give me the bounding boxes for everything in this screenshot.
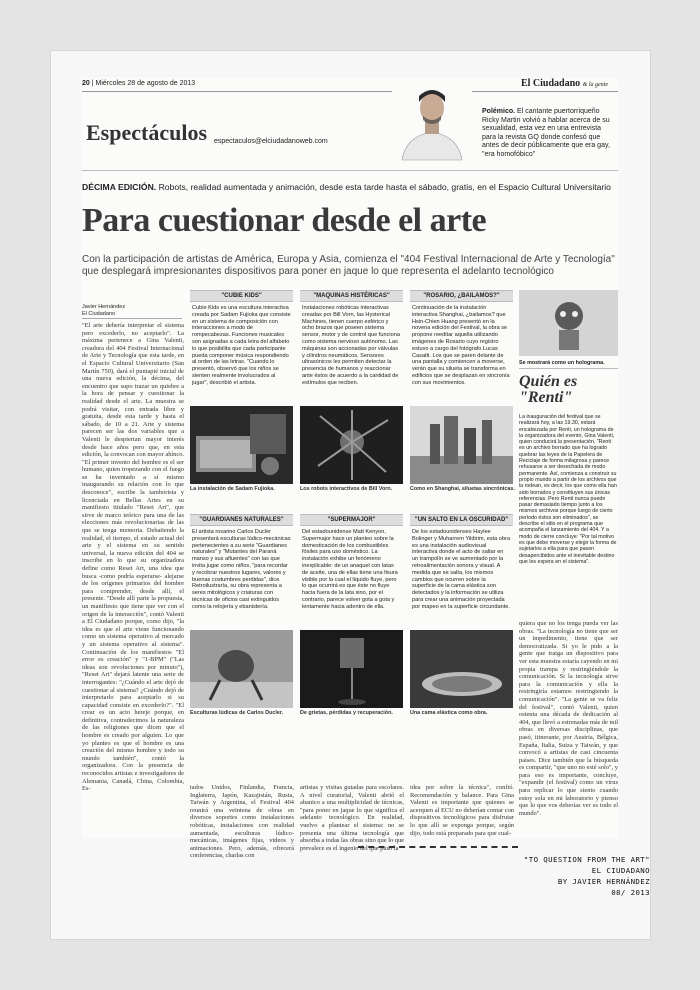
byline (82, 304, 182, 319)
box-supermajor (300, 514, 403, 720)
box-maquinas-histericas (300, 290, 403, 496)
box-text: De los estadounidenses Haylee Bolinger y Muharrem Yildirim, esta obra es una instalación audiovisual interactiva donde el acto de saltar en un trampolín se ve aumentado por la retroalimentación sonora y visual. A medida que se salta, los mismos cambios que ocurren sobre la superficie de la cama elástica son detectados y la información se utiliza para crear una animación proyectada por mapeo en la superficie circundante. (412, 529, 510, 610)
section-email: espectaculos@elciudadanoweb.com (214, 138, 328, 145)
box-text: Del estadounidense Matt Kenyon, Supermajor hace un planteo sobre la domesticación de los combustibles fósiles para uso doméstico. La instalación exhibe un fenómeno inexplicable: de un anaquel con latas de aceite, una de ellas tiene una fisura visible por la cual el líquido fluye, pero lo que ocurrirá es que éste no fluye hacia fuera de la lata sino, por el contrario, parece volver gota a gota y lentamente hacia adentro de ella. (302, 529, 398, 610)
box-guardianes-naturales (190, 514, 293, 720)
page-header: 20 | Miércoles 28 de agosto de 2013 El Ciudadano & la gente (82, 78, 618, 92)
box-caption: Los robots interactivos de Bill Vorn. (300, 486, 393, 492)
box-title: "GUARDIANES NATURALES" (190, 514, 293, 526)
article-column-3: artistas y visitas guiadas para escolares. A nivel curatorial, Valenti abrió el abanico a una multiplicidad de técnicas, "para poner en jaque lo que significa el adelanto tecnológico. En realidad, vuelvo a plantear el sistema: no se presenta una última tecnología que absorba a todas las obras sino que lo que prevalece es el ingenio del que puso la (300, 784, 405, 852)
article-headline: Para cuestionar desde el arte (82, 202, 487, 239)
publication-name: El Ciudadano (82, 311, 116, 317)
newspaper-clipping (82, 78, 618, 860)
article-column-1: "El arte debería interpretar el sistema pero excederlo, no aceptarlo". La máxima pertenece a Gina Valenti, creadora del 404 Festival Internacional de Arte y Tecnología que esta tarde, en el Espacio Cultural Universitario (San Martín 750), dará el puntapié inicial de una nueva edición, la décima, del encuentro que supo trazar un quiebre a la hora de pensar y cuestionar la realidad desde el arte. La muestra se podrá visitar, con entrada libre y gratuita, desde esta tarde y hasta el sábado, de 10 a 21. Arte y sistema parecen ser las dos variables que a Valenti le despiertan mayor interés desde hace años pero que, en esta edición, la convocan con mayor ahínco. "El primer invento del hombre es el ser humano, quien tropezando con el fuego se ha inventado a sí mismo inaugurando su relación con lo que desconoce", escribe la tamborista y licenciada en Bellas Artes en su manifiesto titulado "Reset Art", que sirve de marco teórico para una de las elecciones más revolucionarias de las que se tenga memoria. Debatiendo la realidad, el tiempo, el estado actual del arte y el sistema en su sentido universal, la nueva edición del 404 se inscribe en lo que su organizadora define como Reset Art, una idea que busca -como podría esperarse- alejarse de los orígenes primarios del hombre para comprender, desde allí, el presente. "Desde allí parte la propuesta, un manifiesto que tiene que ver con el origen de la interacción", contó Valenti a El Ciudadano porque, como dijo, "la idea es que el arte viene funcionando como un sistema operativo al mercado y un sistema operativo al sistema". Continuación de los manifiestos "El error es creación" y "1-BPM" ("Las ideas son revoluciones por minuto"), "Reset Art" dejará latente una serie de interrogantes: "¿Cuándo el arte dejó de cuestionar al sistema? ¿Cuándo dejó de interpretarlo para aceptarlo si su capacidad consiste en excederlo?". "El crear es un acto hereje porque, en definitiva, contradecimos la naturaleza de las religiones que dicen que el hombre es creado por alguien. Lo que yo planteo es que el hombre es una creación del mismo hombre y todo su mundo también", contó la organizadora. Con la presencia de reconocidos artistas e investigadores de Alemania, Canadá, China, Colombia, Es- (82, 322, 184, 793)
box-cubie-kids (190, 290, 293, 496)
box-caption: La instalación de Sadam Fujioka. (190, 486, 275, 492)
credit-publication: EL CIUDADANO (591, 866, 650, 875)
sidebar-renti (519, 290, 618, 612)
hologram-photo (519, 290, 618, 356)
teaser-text: Polémico. El cantante puertorriqueño Ricky Martin volvió a hablar acerca de su sexualidad, esta vez en una entrevista para la revista GQ donde confesó que antes de decir públicamente que era gay, "era homofóbico" (482, 108, 610, 158)
article-column-5: quiera que no los tenga pueda ver las obras. "La tecnología no tiene que ser un impedimento, tiene que ser democratizada. Si yo le pido a la gente que traiga un dispositivo para ver esta muestra estaría cayendo en mi propia trampa y restringiéndole la comunicación. Si la tecnología sirve para la comunicación y ella la restringiría estamos restringiendo la comunicación". "La gente se va feliz del festival", contó Valenti, quien ostenta una década de dedicación al 404, que llevó a estrenadas más de mil obras en diversas disciplinas, que pasó, itinerante, por Austria, Bélgica, España, Italia, Suiza y Taiwán, y que convocó a artistas de casi cincuenta países. Dice también que la búsqueda es compartir, "que uno no esté solo", y para eso es importante, concluye, "expandir (el festival) como un virus para replicar lo que siento cuando estoy sola en mi laboratorio y pienso que lo que vos deberías ver es todo el mundo". (519, 620, 618, 817)
box-photo (300, 630, 403, 708)
box-text: El artista rosarino Carlos Ducler presentará esculturas lúdico-mecánicas pertenecientes a su serie "Guardianes naturales" y "Mutantes del Paraná manso y sus afluentes" con las que invita jugar como niños, "para recordar y recobrar nuestros lugares, valores y buenas costumbres perdidas", dice. Retroilustraría, su obra representa a seres mitológicos y criaturas con técnicas de oficios casi extinguidos como la relojería y ebanistería. (192, 529, 291, 610)
hologram-caption: Se mostrará como un holograma. (519, 360, 618, 369)
divider (82, 170, 618, 171)
author-name: Javier Hernández (82, 304, 126, 310)
credit-author: BY JAVIER HERNÁNDEZ (557, 877, 650, 886)
credit-title: "TO QUESTION FROM THE ART" (523, 855, 650, 864)
newspaper-logo: El Ciudadano & la gente (520, 78, 608, 89)
box-title: "ROSARIO, ¿BAILAMOS?" (410, 290, 513, 302)
box-caption: Una cama elástica como obra. (410, 710, 488, 716)
box-caption: Esculturas lúdicas de Carlos Ducler. (190, 710, 284, 716)
box-caption: Como en Shanghai, siluetas sincrónicas. (410, 486, 515, 492)
box-title: "UN SALTO EN LA OSCURIDAD" (410, 514, 513, 526)
article-column-2: tados Unidos, Finlandia, Francia, Inglaterra, Japón, Kazajistán, Rusia, Taiwán y Argentina, el Festival 404 reunirá una veintena de obras en diversos soportes como instalaciones robóticas, instalaciones con realidad aumentada, esculturas lúdico-mecánicas, imágenes fijas, videos y animaciones. Pero, además, ofrecerá conferencias, charlas con (190, 784, 294, 860)
article-kicker: DÉCIMA EDICIÓN. Robots, realidad aumentada y animación, desde esta tarde hasta el sábado, gratis, en el Espacio Cultural Universitario (82, 182, 611, 192)
sidebar-text: La inauguración del festival que se realizará hoy, a las 19.30, estará encabezada por Renti, un holograma de la organizadora del evento, Gina Valenti, quien conducirá la presentación. "Renti es un archivo borrado que ha logrado quebrar las leyes de la Papelera de Reciclaje de forma milagrosa y parece rehusarse a ser desechada de modo permanente. Así, comienza a construir su propio mundo a partir de los archivos que la rodean, es decir, los que como ella han sido borrados y constituyen sus únicas referencias. Pero Renti nunca puede pasar demasiado tiempo junto a los mismos archivos porque luego de cierto período éstos son eliminados", se describe el sitio en el programa que acompaña el lanzamiento del 404. Y a modo de cierre concluye: "Por tal motivo es que debe moverse y elegir la forma de sujetarlos a ella para que pasen desapercibidos ante el inevitable destino que les espera en el sistema". (519, 414, 617, 565)
credit-divider (358, 846, 518, 848)
box-text: Instalaciones robóticas interactivas creadas por Bill Vorn, las Hysterical Machines, tienen cuerpo esférico y ocho brazos que poseen sistema sensor, motor y de control que funciona como sistema nervioso autónomo. Las máquinas son accionadas por válvulas y cilindros neumáticos. Sensores ultrasónicos les permiten detectar la presencia de humanos y reaccionar ante éstos de acuerdo a la cantidad de estímulos que reciben. (302, 305, 400, 386)
teaser-photo (392, 80, 472, 160)
box-text: Cubie Kids es una escultura interactiva creada por Sadam Fujioka que consiste en un sistema de composición con interacciones a modo de rompecabezas. Funciones musicales son asignadas a cada letra del alfabeto lo que posibilita que cada participante pueda componer música respondiendo al orden de las letras. "Cuando lo presentó, observó que los niños se sienten realmente involucrados al jugar", describió el artista. (192, 305, 291, 386)
sidebar-title: Quién es "Renti" (519, 373, 578, 406)
box-photo (410, 406, 513, 484)
box-caption: De grietas, pérdidas y recuperación. (300, 710, 393, 716)
box-title: "CUBIE KIDS" (190, 290, 293, 302)
box-title: "SUPERMAJOR" (300, 514, 403, 526)
issue-date: Miércoles 28 de agosto de 2013 (95, 80, 196, 87)
page-number: 20 (82, 80, 90, 87)
credit-date: 08/ 2013 (611, 888, 650, 897)
box-rosario-bailamos (410, 290, 513, 496)
box-photo (410, 630, 513, 708)
box-photo (190, 406, 293, 484)
box-un-salto (410, 514, 513, 720)
section-title: Espectáculos (86, 120, 207, 145)
box-photo (190, 630, 293, 708)
box-text: Continuación de la instalación interactiva Shanghai, ¿bailamos? que Hsin-Chien Huang presentó en la novena edición del Festival, la obra se propone reeditar aquella utilizando imágenes de Rosario cuyo registro estuvo a cargo del fotógrafo Lucas Casatti. Los que se paren delante de una pantalla y comiencen a moverse, verán que su silueta se transforma en edificios que se desplazan en sincronía con sus movimientos. (412, 305, 510, 386)
article-column-4: idea por sobre la técnica", confió. Recomendación y balance. Para Gina Valenti es importante que quienes se acerquen al ECU no deberían contar con dispositivos tecnológicos para disfrutar lo que allí se exponga porque, según dijo, todo está preparado para que cual- (410, 784, 514, 837)
credit-block (390, 854, 650, 898)
box-photo (300, 406, 403, 484)
article-subhead: Con la participación de artistas de América, Europa y Asia, comienza el "404 Festival Internacional de Arte y Tecnología" que desplegará impresionantes dispositivos para poner en jaque lo que representa el adelanto tecnológico (82, 254, 615, 277)
box-title: "MAQUINAS HISTÉRICAS" (300, 290, 403, 302)
